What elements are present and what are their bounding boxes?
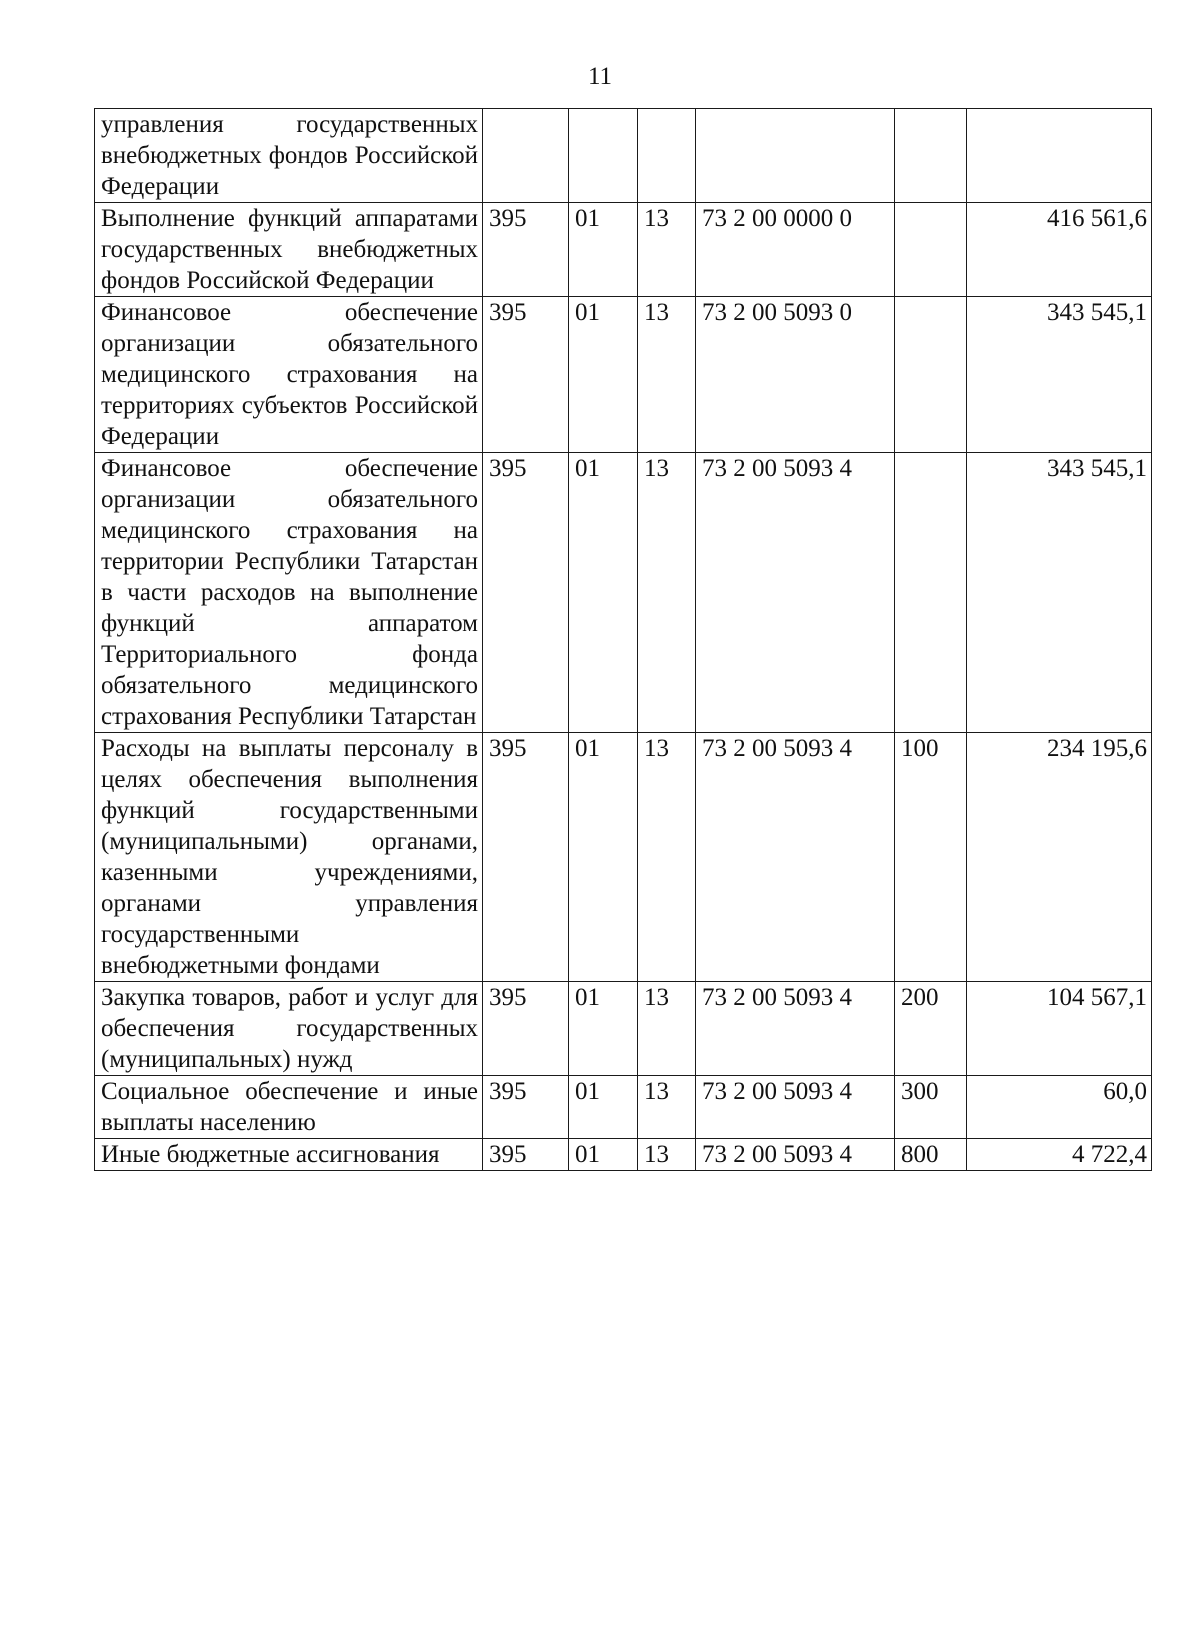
row-expense-type-code: 300 [895,1076,967,1139]
row-target-article-code: 73 2 00 5093 4 [696,453,895,733]
row-description: Финансовое обеспечение организации обязательного медицинского страхования на территории Республики Татарстан в части расходов на выполнение функций аппаратом Территориального фонда обязательного медицинского страхования Республики Татарстан [95,453,483,733]
row-target-article-code: 73 2 00 5093 4 [696,982,895,1076]
row-admin-code: 395 [483,1076,569,1139]
row-section-code: 01 [569,1139,638,1171]
row-admin-code: 395 [483,982,569,1076]
row-target-article-code: 73 2 00 5093 4 [696,1076,895,1139]
row-expense-type-code [895,109,967,203]
row-admin-code: 395 [483,733,569,982]
budget-table [94,108,1152,1171]
row-target-article-code: 73 2 00 5093 0 [696,297,895,453]
table-row [95,297,1152,453]
row-amount: 104 567,1 [967,982,1152,1076]
row-subsection-code [638,109,696,203]
row-section-code: 01 [569,1076,638,1139]
row-description: Расходы на выплаты персоналу в целях обеспечения выполнения функций государственными (муниципальными) органами, казенными учреждениями, органами управления государственными внебюджетными фондами [95,733,483,982]
row-subsection-code: 13 [638,733,696,982]
row-section-code: 01 [569,453,638,733]
row-subsection-code: 13 [638,203,696,297]
row-description: Финансовое обеспечение организации обязательного медицинского страхования на территориях субъектов Российской Федерации [95,297,483,453]
row-section-code [569,109,638,203]
row-amount: 343 545,1 [967,297,1152,453]
row-expense-type-code: 200 [895,982,967,1076]
row-expense-type-code [895,297,967,453]
row-expense-type-code: 800 [895,1139,967,1171]
row-amount: 4 722,4 [967,1139,1152,1171]
row-description: Выполнение функций аппаратами государственных внебюджетных фондов Российской Федерации [95,203,483,297]
row-admin-code: 395 [483,1139,569,1171]
row-expense-type-code [895,203,967,297]
table-row [95,1076,1152,1139]
table-row [95,453,1152,733]
row-section-code: 01 [569,982,638,1076]
row-description: Закупка товаров, работ и услуг для обеспечения государственных (муниципальных) нужд [95,982,483,1076]
table-row [95,203,1152,297]
row-target-article-code: 73 2 00 0000 0 [696,203,895,297]
row-section-code: 01 [569,733,638,982]
row-expense-type-code [895,453,967,733]
row-amount: 416 561,6 [967,203,1152,297]
row-target-article-code: 73 2 00 5093 4 [696,1139,895,1171]
row-description: Иные бюджетные ассигнования [95,1139,483,1171]
table-row [95,1139,1152,1171]
row-amount: 60,0 [967,1076,1152,1139]
row-description: Социальное обеспечение и иные выплаты населению [95,1076,483,1139]
row-admin-code: 395 [483,297,569,453]
row-amount [967,109,1152,203]
table-row [95,982,1152,1076]
row-section-code: 01 [569,297,638,453]
row-amount: 343 545,1 [967,453,1152,733]
row-description: управления государственных внебюджетных фондов Российской Федерации [95,109,483,203]
row-target-article-code: 73 2 00 5093 4 [696,733,895,982]
page-number: 11 [587,63,613,90]
row-amount: 234 195,6 [967,733,1152,982]
row-expense-type-code: 100 [895,733,967,982]
row-admin-code [483,109,569,203]
table-row [95,109,1152,203]
row-section-code: 01 [569,203,638,297]
row-subsection-code: 13 [638,982,696,1076]
table-row [95,733,1152,982]
row-target-article-code [696,109,895,203]
row-subsection-code: 13 [638,1139,696,1171]
row-admin-code: 395 [483,453,569,733]
row-subsection-code: 13 [638,297,696,453]
row-subsection-code: 13 [638,1076,696,1139]
row-subsection-code: 13 [638,453,696,733]
row-admin-code: 395 [483,203,569,297]
